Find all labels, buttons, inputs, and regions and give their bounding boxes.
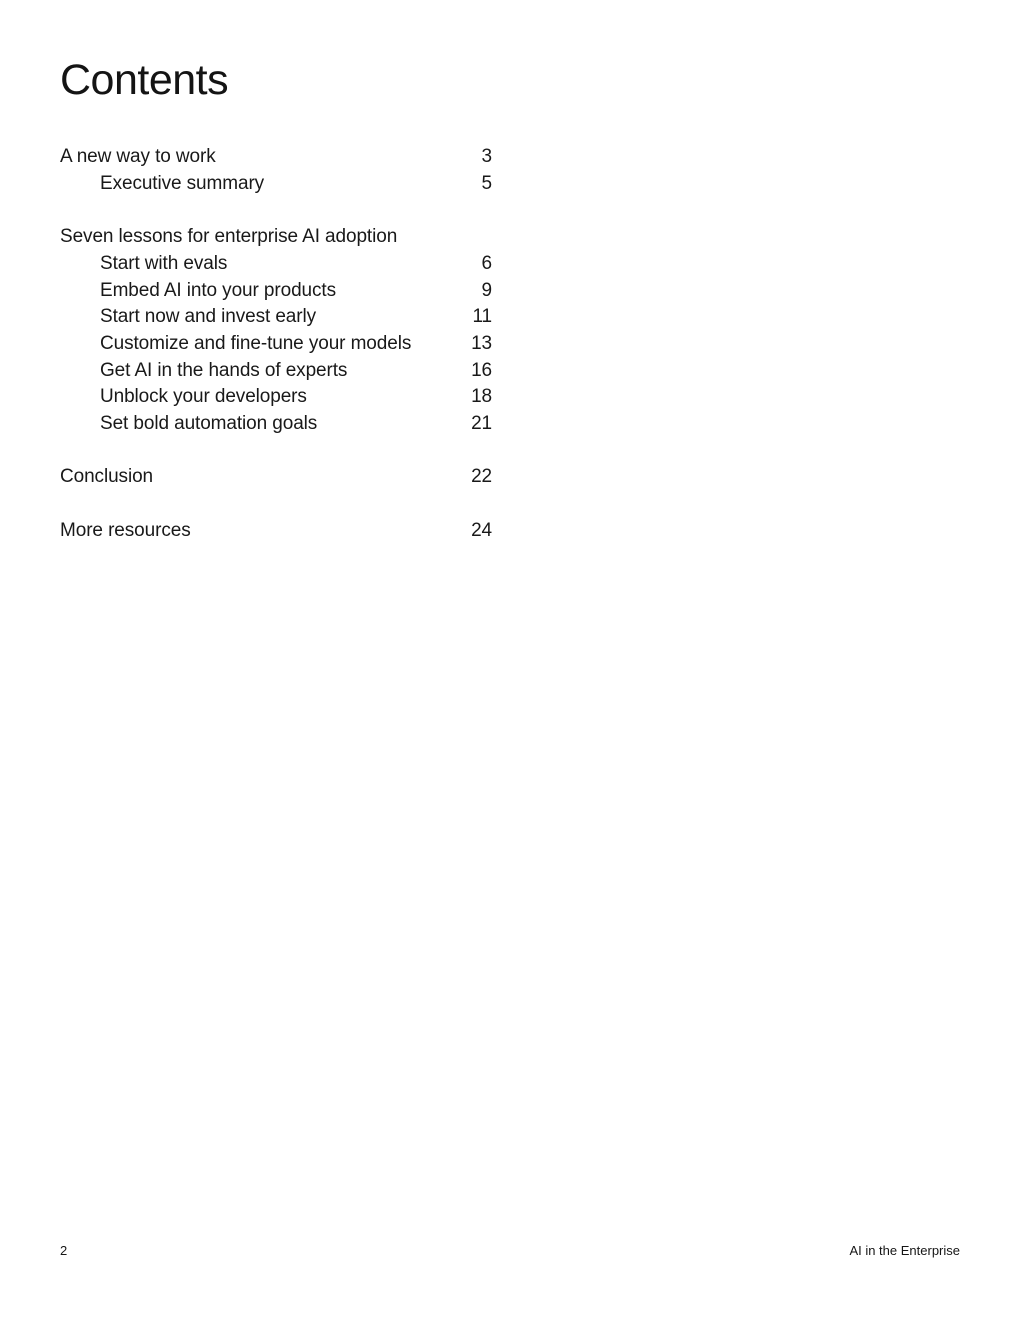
toc-entry[interactable] [60,224,492,251]
toc-entry-label: Customize and fine-tune your models [100,332,412,354]
toc-entry-label: Seven lessons for enterprise AI adoption [60,226,398,248]
toc-entry-label: Start now and invest early [100,306,317,328]
toc-entry-page: 6 [481,252,492,274]
toc-entry[interactable] [60,171,492,198]
footer-doc-title: AI in the Enterprise [849,1243,960,1258]
toc-entry[interactable] [60,278,492,305]
toc-entry-page: 24 [471,519,492,541]
toc-entry[interactable] [60,331,492,358]
toc-entry-page: 21 [471,413,492,435]
toc-entry[interactable] [60,464,492,491]
toc-entry[interactable] [60,304,492,331]
toc-group [60,518,492,545]
toc-entry-page: 18 [471,386,492,408]
toc-entry-page: 5 [481,172,492,194]
page-footer [60,1243,960,1258]
toc-entry-label: Get AI in the hands of experts [100,359,348,381]
toc-entry-label: Set bold automation goals [100,413,318,435]
toc-entry-page: 13 [471,332,492,354]
toc-entry-page: 16 [471,359,492,381]
toc-group [60,464,492,491]
toc-entry-page: 9 [481,279,492,301]
toc-entry-label: Unblock your developers [100,386,307,408]
toc-entry-label: Conclusion [60,466,153,488]
toc-group [60,144,492,197]
toc-entry-label: Start with evals [100,252,228,274]
toc-entry-label: Executive summary [100,172,265,194]
toc-entry[interactable] [60,251,492,278]
toc-group [60,224,492,438]
footer-page-number: 2 [60,1243,68,1258]
page-title: Contents [60,56,229,104]
toc-entry-page: 11 [472,306,492,328]
toc-entry[interactable] [60,411,492,438]
table-of-contents [60,144,492,545]
toc-entry[interactable] [60,518,492,545]
toc-entry-label: Embed AI into your products [100,279,336,301]
toc-entry-page: 22 [471,466,492,488]
toc-entry-page: 3 [481,146,492,167]
toc-entry[interactable] [60,384,492,411]
toc-entry-label: A new way to work [60,146,216,167]
toc-entry[interactable] [60,144,492,171]
toc-entry[interactable] [60,358,492,385]
toc-entry-label: More resources [60,519,191,541]
